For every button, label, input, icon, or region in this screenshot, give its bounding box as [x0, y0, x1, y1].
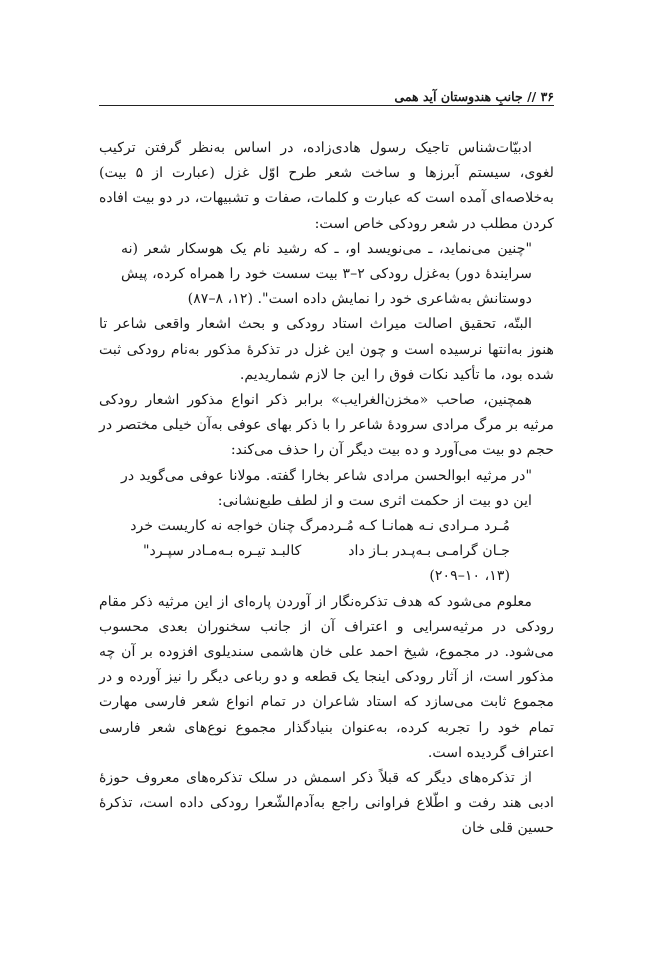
- paragraph-3: همچنین، صاحب «مخزن‌الغرایب» برابر ذکر انواع مذکور اشعار رودکی مرثیه بر مرگ مرادی سرودهٔ شاعر را با ذکر بهای عوفی به‌آن خیلی مختصر در حجم دو بیت می‌آورد و ده بیت دیگر آن را حذف می‌کند:: [99, 392, 554, 459]
- verse-citation: (۱۳، ۱۰–۲۰۹): [429, 568, 510, 585]
- paragraph-1: ادبیّات‌شناس تاجیک رسول هادی‌زاده، در اساس به‌نظر گرفتن ترکیب لغوی، سیستم آبرزها و ساخت شعر طرح اوّل غزل (عبارت از ۵ بیت) به‌خلاصه‌ای آمده است که عبارت و کلمات، صفات و تشبیهات، در دو بیت افاده کردن مطلب در شعر رودکی خاص است:: [99, 140, 554, 232]
- running-header: [99, 78, 554, 104]
- quote-2: "در مرثیه ابوالحسن مرادی شاعر بخارا گفته. مولانا عوفی می‌گوید در این دو بیت از حکمت اثری ست و از لطف طبع‌نشانی:: [121, 467, 532, 509]
- verse-line-1: [99, 514, 554, 539]
- page-body: [99, 136, 554, 842]
- verse-1-hemistich-1: مُـرد مـرادی نـه همانـا کـه مُـرد: [328, 518, 510, 535]
- verse-2-hemistich-2: کالبـد تیـره بـه‌مـادر سپـرد": [143, 543, 302, 560]
- quote-1: "چنین می‌نماید، ـ می‌نویسد او، ـ که رشید نام یک هوسکار شعر (نه سرایندهٔ دور) به‌غزل رودکی ۲–۳ بیت سست خود را همراه کرده، پیش دوستانش به‌شاعری خود را نمایش داده است". (۱۲، ۸–۸۷): [121, 240, 532, 308]
- paragraph-5: از تذکره‌های دیگر که قبلاً ذکر اسمش در سلک تذکره‌های معروف حوزهٔ ادبی هند رفت و اطّلاع فراوانی راجع به‌آدم‌الشّعرا رودکی داده است، تذکرهٔ حسین قلی خان: [99, 770, 554, 837]
- header-divider: [99, 105, 554, 106]
- verse-1-hemistich-2: مرگ چنان خواجه نه کاریست خرد: [130, 518, 329, 535]
- header-separator: //: [527, 89, 537, 104]
- paragraph-4: معلوم می‌شود که هدف تذکره‌نگار از آوردن پاره‌ای از این مرثیه ذکر مقام رودکی در مرثیه‌سرایی و اعتراف آن از جانب سخنوران بعدی محسوب می‌شود. در مجموع، شیخ احمد علی خان هاشمی سندیلوی افزوده بر آن چه مذکور است، از آثار رودکی اینجا یک قطعه و دو رباعی دیگر را نیز آورده و در مجموع ثابت می‌سازد که استاد شاعران در تمام انواع شعر فارسی مهارت تمام خود را تجربه کرده، به‌عنوان بنیادگذار مجموع نوع‌های شعر فارسی اعتراف گردیده است.: [99, 593, 554, 761]
- running-title: جانبِ هندوستان آید همی: [394, 89, 523, 104]
- verse-2-hemistich-1: جـان گرامـی بـه‌پـدر بـاز داد: [348, 543, 510, 560]
- paragraph-2: البتّه، تحقیق اصالت میراث استاد رودکی و بحث اشعار واقعی شاعر تا هنوز به‌انتها نرسیده است و چون این غزل در تذکرهٔ مذکور به‌نام رودکی ثبت شده بود، ما تأکید نکات فوق را این جا لازم شماریدیم.: [99, 316, 554, 383]
- page-number: ۳۶: [540, 89, 554, 104]
- verse-line-2: [99, 539, 554, 564]
